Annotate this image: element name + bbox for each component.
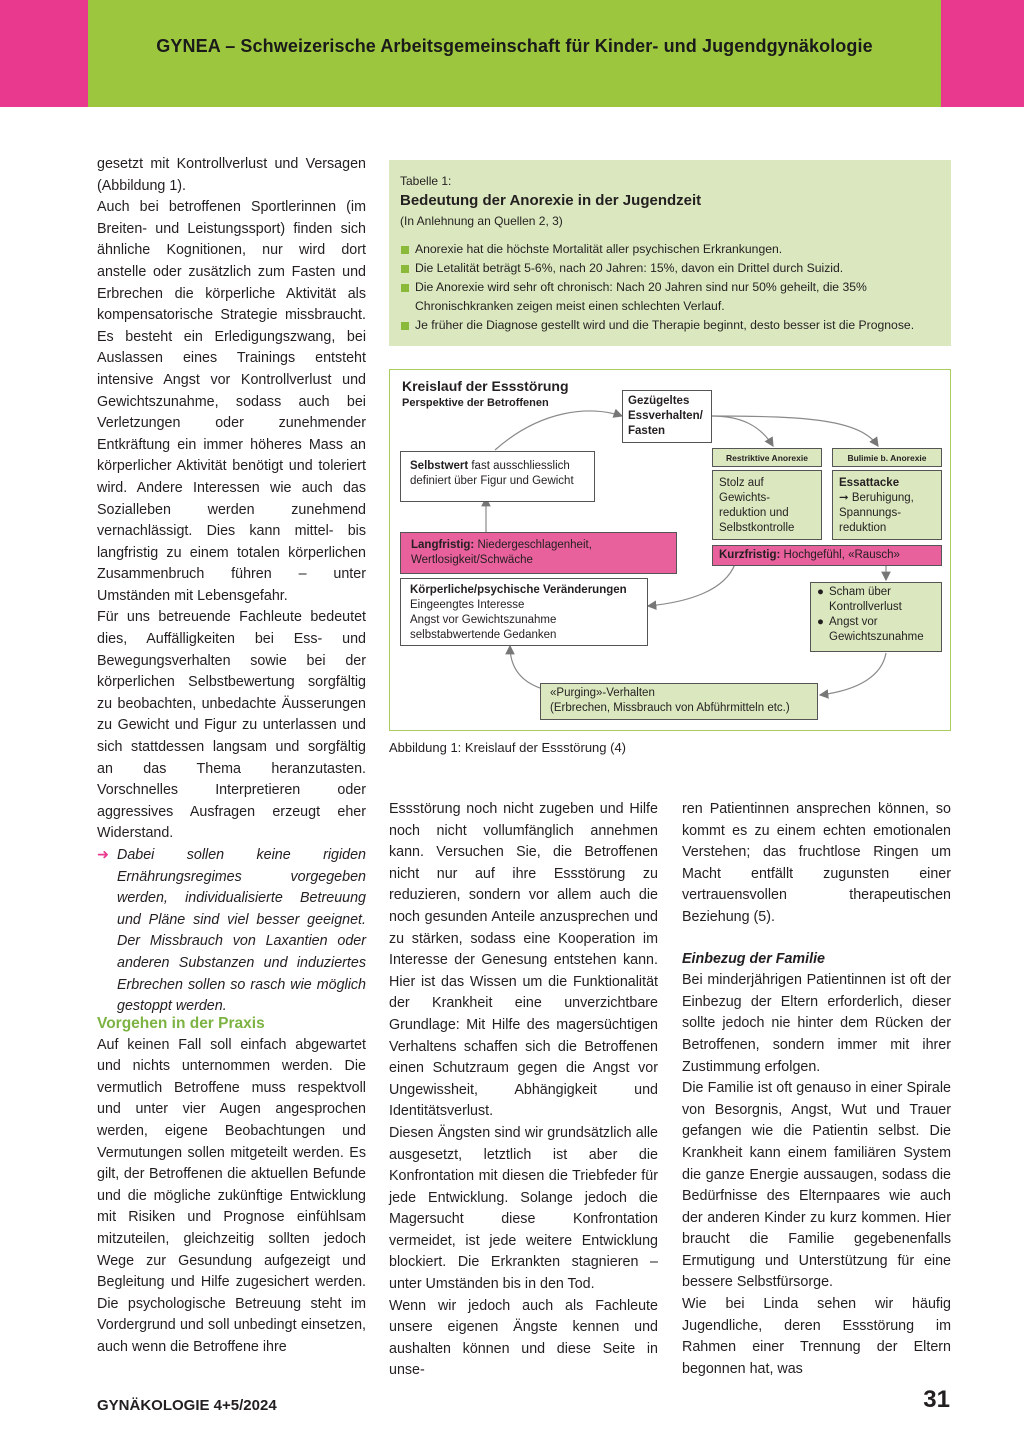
node-purging: «Purging»-Verhalten (Erbrechen, Missbrauch von Abführmitteln etc.) <box>540 683 818 720</box>
paragraph: Auf keinen Fall soll einfach abgewartet und nichts unternommen werden. Die vermutlich Betroffene muss respektvoll und unter vier Augen angesprochen werden, eigene Beobachtungen und Vermutungen sollen mitgeteilt werden. Es gilt, der Betroffenen die aktuellen Befunde und die mögliche zukünftige Entwicklung mit Risiken und Prognose einfühlsam mitzuteilen, gleichzeitig sollten jedoch Wege zur Gesundung aufgezeigt und Begleitung und Hilfe zugesichert werden. Die psychologische Betreuung steht im Vordergrund und soll unbedingt einsetzen, auch wenn die Betroffene ihre <box>97 1036 366 1355</box>
node-langfristig: Langfristig: Niedergeschlagenheit, Wertlosigkeit/Schwäche <box>400 532 677 574</box>
arrow <box>712 416 878 446</box>
list-item: Die Anorexie wird sehr oft chronisch: Nach 20 Jahren sind nur 50% geheilt, die 35% Chronischkranken zeigen meist einen schlechten Verlauf. <box>400 278 948 316</box>
bullet-square-icon <box>401 322 409 330</box>
arrow <box>495 411 622 450</box>
list-item: Anorexie hat die höchste Mortalität aller psychischen Erkrankungen. <box>400 240 948 259</box>
column-1 <box>97 154 366 1018</box>
table-title: Bedeutung der Anorexie in der Jugendzeit <box>400 192 702 209</box>
bullet-square-icon <box>401 284 409 292</box>
paragraph: Wenn wir jedoch auch als Fachleute unsere eigenen Ängste kennen und aushalten können und diese Seite in unse- <box>389 1297 658 1379</box>
paragraph: Diesen Ängsten sind wir grundsätzlich alle ausgesetzt, letztlich ist aber die Konfrontation mit diesen die Triebfeder für jede Entwicklung. Solange jedoch die Magersucht diese Konfrontation vermeidet, ist jede weitere Entwicklung blockiert. Die Erkrankten stagnieren – unter Umständen bis in den Tod. <box>389 1124 658 1293</box>
callout-text: Dabei sollen keine rigiden Ernährungsregimes vorgegeben werden, individualisierte Betreuung und Pläne sind viel besser geeignet. Der Missbrauch von Laxantien oder anderen Substanzen und induziertes Erbrechen sollen so rasch wie möglich gestoppt werden. <box>117 847 366 1015</box>
section-heading: Vorgehen in der Praxis <box>97 1015 265 1032</box>
arrow-right-icon: ➜ <box>97 847 109 863</box>
header-accent-left <box>0 0 88 107</box>
paragraph: Bei minderjährigen Patientinnen ist oft der Einbezug der Eltern erforderlich, dieser sollte jedoch nie hinter dem Rücken der Betroffenen, sondern immer mit ihrer Zustimmung erfolgen. <box>682 972 951 1075</box>
node-bulimie: Bulimie b. Anorexie <box>832 448 942 467</box>
table-box <box>389 160 951 346</box>
node-kurzfristig: Kurzfristig: Hochgefühl, «Rausch» <box>712 545 942 566</box>
node-selbstwert: Selbstwert fast ausschliesslich definiert über Figur und Gewicht <box>400 451 595 502</box>
callout <box>97 845 366 1018</box>
paragraph: ren Patientinnen ansprechen können, so kommt es zu einem echten emotionalen Verstehen; das fruchtlose Ringen um Macht entfällt zugunsten einer vertrauensvollen therapeutischen Beziehung (5). <box>682 801 951 925</box>
paragraph: Essstörung noch nicht zugeben und Hilfe noch nicht vollumfänglich annehmen kann. Versuchen Sie, die Betroffenen nicht nur auf ihre Essstörung zu reduzieren, sondern vor allem auch die noch gesunden Anteile anzusprechen und zu stärken, sodass eine Kooperation im Interesse der Genesung entstehen kann. Hier ist das Wissen um die Funktionalität der Krankheit eine unverzichtbare Grundlage: Mit Hilfe des magersüchtigen Verhaltens schaffen sich die Betroffenen einen Schutzraum gegen die Angst vor Ungewissheit, Abhängigkeit und Identitätsverlust. <box>389 801 658 1120</box>
paragraph: gesetzt mit Kontrollverlust und Versagen (Abbildung 1). <box>97 156 366 194</box>
column-2 <box>389 799 658 1382</box>
node-veraenderungen: Körperliche/psychische Veränderungen Eingeengtes Interesse Angst vor Gewichtszunahme selbstabwertende Gedanken <box>400 578 648 646</box>
bullet-square-icon <box>401 246 409 254</box>
diagram-eating-disorder-cycle <box>389 369 951 731</box>
node-scham: ● Scham über Kontrollverlust ● Angst vor Gewichtszunahme <box>810 582 942 652</box>
paragraph: Die Familie ist oft genauso in einer Spirale von Besorgnis, Angst, Wut und Trauer gefangen wie die Patientin selbst. Die Krankheit kann einem familiären System die ganze Energie aussaugen, sodass die Bedürfnisse des Elternpaares wie auch der anderen Kinder zu kurz kommen. Hier braucht die Familie gegebenenfalls Ermutigung und Unterstützung für eine bessere Selbstfürsorge. <box>682 1080 951 1291</box>
paragraph: Wie bei Linda sehen wir häufig Jugendliche, deren Essstörung im Rahmen einer Trennung der Eltern begonnen hat, was <box>682 1296 951 1377</box>
column-1-section <box>97 1013 366 1359</box>
table-list <box>400 240 948 335</box>
table-subtitle: (In Anlehnung an Quellen 2, 3) <box>400 214 563 228</box>
table-label: Tabelle 1: <box>400 174 452 188</box>
arrow <box>820 653 886 695</box>
bullet-square-icon <box>401 265 409 273</box>
node-restriktive-anorexie: Restriktive Anorexie <box>712 448 822 467</box>
list-item: Je früher die Diagnose gestellt wird und die Therapie beginnt, desto besser ist die Prognose. <box>400 316 948 335</box>
node-essverhalten: Gezügeltes Essverhalten/ Fasten <box>622 390 712 443</box>
paragraph: Auch bei betroffenen Sportlerinnen (im Breiten- und Leistungssport) finden sich ähnliche Kognitionen, nur wird dort anstelle oder zusätzlich zum Fasten und Erbrechen die körperliche Aktivität als kompensatorische Strategie missbraucht. Es besteht ein Erledigungszwang, bei Auslassen eines Trainings entsteht intensive Angst vor Kontrollverlust und Gewichtszunahme, sodass auch bei Verletzungen oder zunehmender Entkräftung ein immer höheres Mass an körperlicher Aktivität benötigt und toleriert wird. Andere Interessen wie auch das Sozialleben werden zunehmend vernachlässigt. Dies kann mittel- bis langfristig zu einem totalen körperlichen Zusammenbruch führen – unter Umständen mit Lebensgefahr. <box>97 199 366 604</box>
figure-caption: Abbildung 1: Kreislauf der Essstörung (4) <box>389 740 627 755</box>
arrow <box>510 646 540 688</box>
node-essattacke: Essattacke ➞ Beruhigung, Spannungs-reduktion <box>832 470 942 540</box>
diagram-subtitle: Perspektive der Betroffenen <box>402 397 549 409</box>
journal-issue: GYNÄKOLOGIE 4+5/2024 <box>97 1397 277 1414</box>
list-item: Die Letalität beträgt 5-6%, nach 20 Jahren: 15%, davon ein Drittel durch Suizid. <box>400 259 948 278</box>
column-3 <box>682 799 951 1380</box>
section-heading: Einbezug der Familie <box>682 950 825 967</box>
page-number: 31 <box>923 1386 950 1413</box>
node-stolz: Stolz auf Gewichts-reduktion und Selbstkontrolle <box>712 470 822 540</box>
header-accent-right <box>941 0 1024 107</box>
paragraph: Für uns betreuende Fachleute bedeutet dies, Auffälligkeiten bei Ess- und Bewegungsverhalten sowie bei der körperlichen Selbstbewertung sorgfältig zu beobachten, unbedachte Äusserungen zu Gewicht und Figur zu unterlassen und sich stattdessen langsam und sorgfältig an das Thema heranzutasten. Vorschnelles Interpretieren oder aggressives Ausfragen erzeugt eher Widerstand. <box>97 609 366 842</box>
diagram-title: Kreislauf der Essstörung <box>402 378 569 394</box>
header-title: GYNEA – Schweizerische Arbeitsgemeinschaft für Kinder- und Jugendgynäkologie <box>156 36 873 56</box>
arrow <box>712 416 773 446</box>
